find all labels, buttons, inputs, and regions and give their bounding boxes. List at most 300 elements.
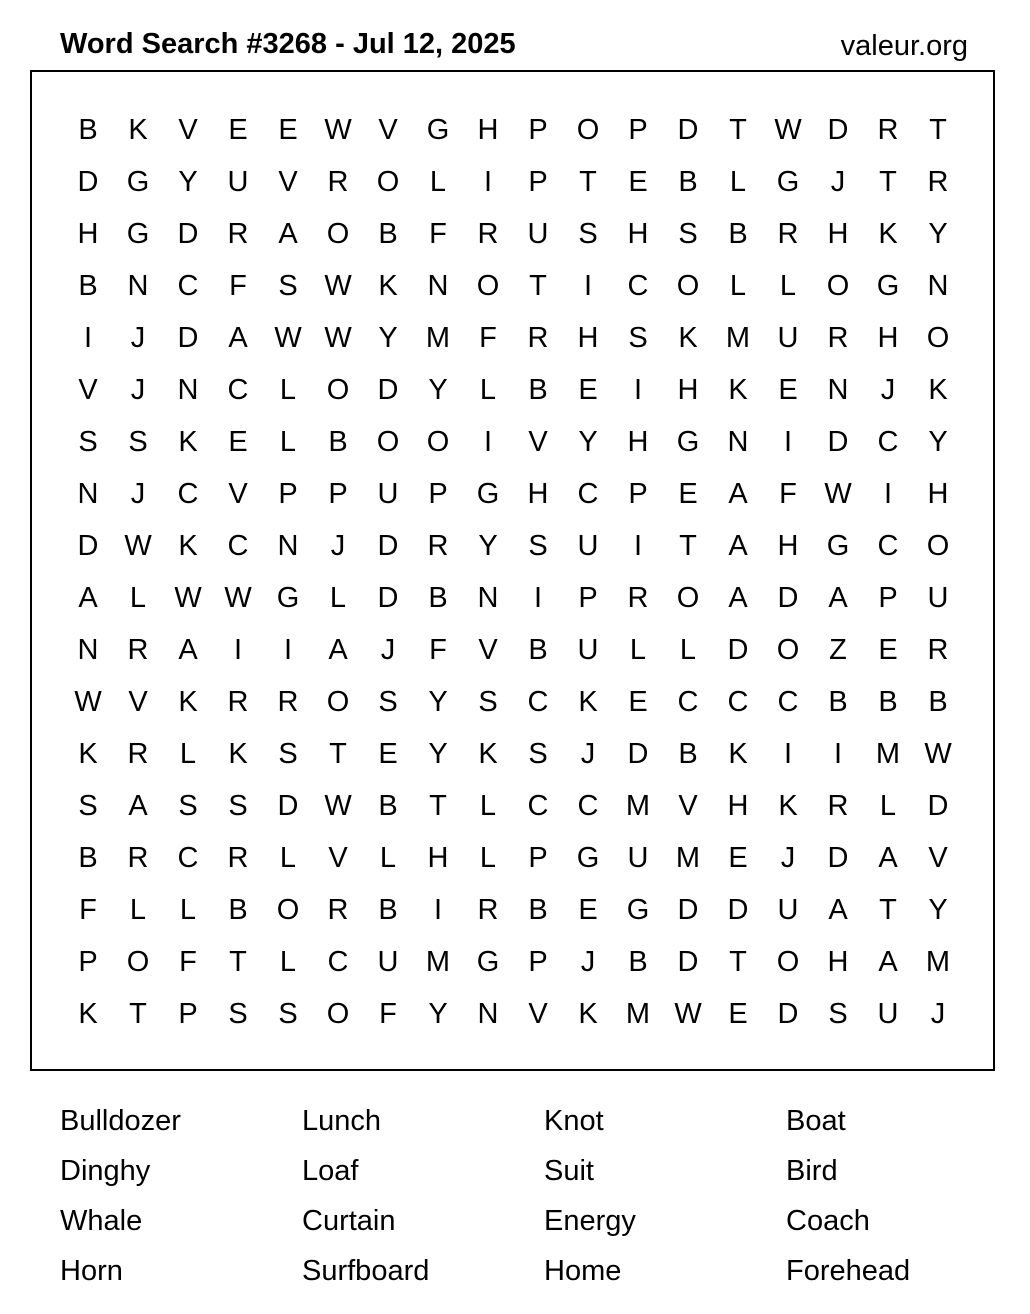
grid-cell[interactable]: Y bbox=[928, 425, 948, 458]
grid-cell[interactable]: V bbox=[378, 113, 398, 146]
grid-cell[interactable]: H bbox=[777, 529, 799, 562]
grid-cell[interactable]: D bbox=[727, 893, 749, 926]
grid-cell[interactable]: B bbox=[728, 217, 748, 250]
grid-cell[interactable]: S bbox=[678, 217, 698, 250]
grid-cell[interactable]: W bbox=[124, 529, 152, 562]
grid-cell[interactable]: C bbox=[577, 477, 599, 510]
grid-cell[interactable]: K bbox=[78, 737, 98, 770]
grid-cell[interactable]: S bbox=[78, 425, 98, 458]
grid-cell[interactable]: D bbox=[677, 945, 699, 978]
grid-cell[interactable]: I bbox=[283, 633, 293, 666]
grid-cell[interactable]: U bbox=[577, 633, 599, 666]
grid-cell[interactable]: Y bbox=[578, 425, 598, 458]
grid-cell[interactable]: P bbox=[528, 165, 548, 198]
grid-cell[interactable]: N bbox=[827, 373, 849, 406]
grid-cell[interactable]: L bbox=[679, 633, 697, 666]
grid-cell[interactable]: S bbox=[278, 997, 298, 1030]
grid-cell[interactable]: P bbox=[878, 581, 898, 614]
grid-cell[interactable]: N bbox=[727, 425, 749, 458]
grid-cell[interactable]: I bbox=[883, 477, 893, 510]
grid-cell[interactable]: K bbox=[478, 737, 498, 770]
grid-cell[interactable]: L bbox=[479, 789, 497, 822]
grid-cell[interactable]: F bbox=[479, 321, 497, 354]
grid-cell[interactable]: A bbox=[278, 217, 298, 250]
grid-cell[interactable]: W bbox=[924, 737, 952, 770]
grid-cell[interactable]: E bbox=[578, 373, 598, 406]
grid-cell[interactable]: G bbox=[276, 581, 300, 614]
grid-cell[interactable]: Z bbox=[829, 633, 847, 666]
grid-cell[interactable]: S bbox=[378, 685, 398, 718]
grid-cell[interactable]: I bbox=[633, 529, 643, 562]
grid-cell[interactable]: C bbox=[327, 945, 349, 978]
grid-cell[interactable]: Y bbox=[928, 217, 948, 250]
grid-cell[interactable]: C bbox=[627, 269, 649, 302]
grid-cell[interactable]: R bbox=[477, 217, 499, 250]
grid-cell[interactable]: C bbox=[777, 685, 799, 718]
grid-cell[interactable]: L bbox=[779, 269, 797, 302]
grid-cell[interactable]: R bbox=[277, 685, 299, 718]
grid-cell[interactable]: B bbox=[678, 165, 698, 198]
grid-cell[interactable]: Y bbox=[428, 373, 448, 406]
grid-cell[interactable]: H bbox=[727, 789, 749, 822]
grid-cell[interactable]: G bbox=[126, 217, 150, 250]
grid-cell[interactable]: E bbox=[778, 373, 798, 406]
grid-cell[interactable]: N bbox=[927, 269, 949, 302]
grid-cell[interactable]: L bbox=[279, 373, 297, 406]
grid-cell[interactable]: O bbox=[326, 997, 350, 1030]
grid-cell[interactable]: W bbox=[324, 321, 352, 354]
grid-cell[interactable]: H bbox=[577, 321, 599, 354]
grid-cell[interactable]: E bbox=[278, 113, 298, 146]
grid-cell[interactable]: E bbox=[878, 633, 898, 666]
grid-cell[interactable]: I bbox=[633, 373, 643, 406]
grid-cell[interactable]: R bbox=[927, 633, 949, 666]
grid-cell[interactable]: G bbox=[576, 841, 600, 874]
grid-cell[interactable]: R bbox=[777, 217, 799, 250]
grid-cell[interactable]: R bbox=[827, 321, 849, 354]
grid-cell[interactable]: A bbox=[878, 841, 898, 874]
grid-cell[interactable]: O bbox=[676, 581, 700, 614]
grid-cell[interactable]: I bbox=[233, 633, 243, 666]
grid-cell[interactable]: K bbox=[178, 529, 198, 562]
grid-cell[interactable]: U bbox=[777, 893, 799, 926]
grid-cell[interactable]: V bbox=[478, 633, 498, 666]
grid-cell[interactable]: K bbox=[878, 217, 898, 250]
grid-cell[interactable]: G bbox=[476, 477, 500, 510]
grid-cell[interactable]: D bbox=[777, 581, 799, 614]
grid-cell[interactable]: B bbox=[78, 269, 98, 302]
grid-cell[interactable]: N bbox=[77, 633, 99, 666]
grid-cell[interactable]: C bbox=[227, 373, 249, 406]
grid-cell[interactable]: P bbox=[178, 997, 198, 1030]
grid-cell[interactable]: I bbox=[433, 893, 443, 926]
grid-cell[interactable]: R bbox=[877, 113, 899, 146]
grid-cell[interactable]: I bbox=[583, 269, 593, 302]
grid-cell[interactable]: L bbox=[379, 841, 397, 874]
grid-cell[interactable]: L bbox=[279, 841, 297, 874]
grid-cell[interactable]: Y bbox=[428, 737, 448, 770]
grid-cell[interactable]: I bbox=[83, 321, 93, 354]
grid-cell[interactable]: W bbox=[174, 581, 202, 614]
grid-cell[interactable]: U bbox=[927, 581, 949, 614]
grid-cell[interactable]: O bbox=[326, 217, 350, 250]
grid-cell[interactable]: F bbox=[79, 893, 97, 926]
grid-cell[interactable]: K bbox=[78, 997, 98, 1030]
grid-cell[interactable]: S bbox=[578, 217, 598, 250]
grid-cell[interactable]: H bbox=[527, 477, 549, 510]
site-link[interactable]: valeur.org bbox=[840, 30, 968, 62]
grid-cell[interactable]: I bbox=[533, 581, 543, 614]
grid-cell[interactable]: D bbox=[377, 581, 399, 614]
grid-cell[interactable]: D bbox=[677, 113, 699, 146]
grid-cell[interactable]: T bbox=[879, 893, 897, 926]
grid-cell[interactable]: O bbox=[826, 269, 850, 302]
grid-cell[interactable]: R bbox=[827, 789, 849, 822]
grid-cell[interactable]: N bbox=[77, 477, 99, 510]
grid-cell[interactable]: B bbox=[378, 893, 398, 926]
grid-cell[interactable]: J bbox=[580, 945, 596, 978]
grid-cell[interactable]: K bbox=[928, 373, 948, 406]
grid-cell[interactable]: T bbox=[929, 113, 947, 146]
grid-cell[interactable]: V bbox=[178, 113, 198, 146]
grid-cell[interactable]: B bbox=[428, 581, 448, 614]
grid-cell[interactable]: B bbox=[678, 737, 698, 770]
grid-cell[interactable]: N bbox=[277, 529, 299, 562]
grid-cell[interactable]: S bbox=[278, 269, 298, 302]
grid-cell[interactable]: O bbox=[926, 321, 950, 354]
grid-cell[interactable]: E bbox=[578, 893, 598, 926]
grid-cell[interactable]: H bbox=[877, 321, 899, 354]
grid-cell[interactable]: G bbox=[826, 529, 850, 562]
grid-cell[interactable]: B bbox=[878, 685, 898, 718]
grid-cell[interactable]: T bbox=[579, 165, 597, 198]
grid-cell[interactable]: H bbox=[677, 373, 699, 406]
grid-cell[interactable]: O bbox=[576, 113, 600, 146]
grid-cell[interactable]: P bbox=[278, 477, 298, 510]
grid-cell[interactable]: J bbox=[130, 373, 146, 406]
grid-cell[interactable]: R bbox=[227, 685, 249, 718]
grid-cell[interactable]: O bbox=[426, 425, 450, 458]
grid-cell[interactable]: D bbox=[777, 997, 799, 1030]
grid-cell[interactable]: O bbox=[126, 945, 150, 978]
grid-cell[interactable]: K bbox=[728, 737, 748, 770]
grid-cell[interactable]: P bbox=[628, 113, 648, 146]
grid-cell[interactable]: A bbox=[78, 581, 98, 614]
grid-cell[interactable]: M bbox=[875, 737, 901, 770]
grid-cell[interactable]: C bbox=[177, 841, 199, 874]
grid-cell[interactable]: H bbox=[927, 477, 949, 510]
grid-cell[interactable]: I bbox=[783, 737, 793, 770]
grid-cell[interactable]: O bbox=[476, 269, 500, 302]
grid-cell[interactable]: V bbox=[528, 997, 548, 1030]
grid-cell[interactable]: L bbox=[129, 893, 147, 926]
grid-cell[interactable]: H bbox=[77, 217, 99, 250]
grid-cell[interactable]: D bbox=[377, 373, 399, 406]
grid-cell[interactable]: U bbox=[627, 841, 649, 874]
grid-cell[interactable]: T bbox=[229, 945, 247, 978]
grid-cell[interactable]: N bbox=[127, 269, 149, 302]
grid-cell[interactable]: W bbox=[324, 269, 352, 302]
grid-cell[interactable]: O bbox=[926, 529, 950, 562]
grid-cell[interactable]: P bbox=[628, 477, 648, 510]
grid-cell[interactable]: D bbox=[277, 789, 299, 822]
grid-cell[interactable]: C bbox=[527, 685, 549, 718]
grid-cell[interactable]: P bbox=[578, 581, 598, 614]
grid-cell[interactable]: J bbox=[830, 165, 846, 198]
grid-cell[interactable]: W bbox=[324, 113, 352, 146]
grid-cell[interactable]: T bbox=[729, 945, 747, 978]
grid-cell[interactable]: K bbox=[678, 321, 698, 354]
grid-cell[interactable]: S bbox=[278, 737, 298, 770]
grid-cell[interactable]: B bbox=[528, 633, 548, 666]
grid-cell[interactable]: S bbox=[528, 529, 548, 562]
grid-cell[interactable]: A bbox=[828, 893, 848, 926]
grid-cell[interactable]: G bbox=[676, 425, 700, 458]
grid-cell[interactable]: J bbox=[780, 841, 796, 874]
grid-cell[interactable]: W bbox=[324, 789, 352, 822]
grid-cell[interactable]: L bbox=[279, 425, 297, 458]
grid-cell[interactable]: J bbox=[580, 737, 596, 770]
grid-cell[interactable]: R bbox=[627, 581, 649, 614]
grid-cell[interactable]: M bbox=[725, 321, 751, 354]
grid-cell[interactable]: K bbox=[578, 997, 598, 1030]
grid-cell[interactable]: L bbox=[129, 581, 147, 614]
grid-cell[interactable]: E bbox=[228, 425, 248, 458]
grid-cell[interactable]: I bbox=[483, 165, 493, 198]
grid-cell[interactable]: L bbox=[729, 269, 747, 302]
grid-cell[interactable]: C bbox=[527, 789, 549, 822]
grid-cell[interactable]: M bbox=[425, 321, 451, 354]
grid-cell[interactable]: D bbox=[627, 737, 649, 770]
grid-cell[interactable]: M bbox=[625, 997, 651, 1030]
grid-cell[interactable]: K bbox=[778, 789, 798, 822]
grid-cell[interactable]: J bbox=[930, 997, 946, 1030]
grid-cell[interactable]: H bbox=[427, 841, 449, 874]
grid-cell[interactable]: B bbox=[378, 217, 398, 250]
grid-cell[interactable]: D bbox=[827, 425, 849, 458]
grid-cell[interactable]: T bbox=[529, 269, 547, 302]
grid-cell[interactable]: S bbox=[478, 685, 498, 718]
grid-cell[interactable]: M bbox=[625, 789, 651, 822]
grid-cell[interactable]: A bbox=[878, 945, 898, 978]
grid-cell[interactable]: B bbox=[78, 841, 98, 874]
grid-cell[interactable]: W bbox=[74, 685, 102, 718]
grid-cell[interactable]: V bbox=[278, 165, 298, 198]
grid-cell[interactable]: K bbox=[378, 269, 398, 302]
grid-cell[interactable]: S bbox=[178, 789, 198, 822]
grid-cell[interactable]: O bbox=[326, 685, 350, 718]
grid-cell[interactable]: A bbox=[128, 789, 148, 822]
grid-cell[interactable]: O bbox=[676, 269, 700, 302]
grid-cell[interactable]: R bbox=[327, 893, 349, 926]
grid-cell[interactable]: U bbox=[877, 997, 899, 1030]
grid-cell[interactable]: O bbox=[376, 425, 400, 458]
grid-cell[interactable]: U bbox=[777, 321, 799, 354]
grid-cell[interactable]: H bbox=[827, 217, 849, 250]
grid-cell[interactable]: B bbox=[78, 113, 98, 146]
grid-cell[interactable]: U bbox=[577, 529, 599, 562]
grid-cell[interactable]: J bbox=[380, 633, 396, 666]
grid-cell[interactable]: K bbox=[728, 373, 748, 406]
grid-cell[interactable]: E bbox=[628, 685, 648, 718]
grid-cell[interactable]: E bbox=[728, 997, 748, 1030]
grid-cell[interactable]: J bbox=[880, 373, 896, 406]
grid-cell[interactable]: Y bbox=[478, 529, 498, 562]
grid-cell[interactable]: A bbox=[728, 529, 748, 562]
grid-cell[interactable]: T bbox=[729, 113, 747, 146]
grid-cell[interactable]: K bbox=[578, 685, 598, 718]
grid-cell[interactable]: C bbox=[577, 789, 599, 822]
grid-cell[interactable]: R bbox=[927, 165, 949, 198]
grid-cell[interactable]: C bbox=[677, 685, 699, 718]
grid-cell[interactable]: I bbox=[783, 425, 793, 458]
grid-cell[interactable]: V bbox=[78, 373, 98, 406]
grid-cell[interactable]: E bbox=[228, 113, 248, 146]
grid-cell[interactable]: A bbox=[828, 581, 848, 614]
grid-cell[interactable]: E bbox=[378, 737, 398, 770]
grid-cell[interactable]: S bbox=[628, 321, 648, 354]
grid-cell[interactable]: S bbox=[528, 737, 548, 770]
grid-cell[interactable]: Y bbox=[378, 321, 398, 354]
grid-cell[interactable]: R bbox=[327, 165, 349, 198]
grid-cell[interactable]: R bbox=[227, 217, 249, 250]
grid-cell[interactable]: B bbox=[228, 893, 248, 926]
grid-cell[interactable]: U bbox=[377, 945, 399, 978]
grid-cell[interactable]: B bbox=[628, 945, 648, 978]
grid-cell[interactable]: P bbox=[78, 945, 98, 978]
grid-cell[interactable]: R bbox=[127, 633, 149, 666]
grid-cell[interactable]: P bbox=[528, 945, 548, 978]
grid-cell[interactable]: T bbox=[879, 165, 897, 198]
grid-cell[interactable]: N bbox=[477, 581, 499, 614]
grid-cell[interactable]: W bbox=[824, 477, 852, 510]
grid-cell[interactable]: N bbox=[477, 997, 499, 1030]
grid-cell[interactable]: B bbox=[828, 685, 848, 718]
grid-cell[interactable]: G bbox=[426, 113, 450, 146]
grid-cell[interactable]: F bbox=[429, 633, 447, 666]
grid-cell[interactable]: H bbox=[827, 945, 849, 978]
grid-cell[interactable]: E bbox=[728, 841, 748, 874]
grid-cell[interactable]: W bbox=[774, 113, 802, 146]
grid-cell[interactable]: S bbox=[128, 425, 148, 458]
grid-cell[interactable]: D bbox=[377, 529, 399, 562]
grid-cell[interactable]: K bbox=[128, 113, 148, 146]
grid-cell[interactable]: H bbox=[477, 113, 499, 146]
grid-cell[interactable]: F bbox=[779, 477, 797, 510]
grid-cell[interactable]: M bbox=[425, 945, 451, 978]
grid-cell[interactable]: R bbox=[127, 841, 149, 874]
grid-cell[interactable]: J bbox=[130, 477, 146, 510]
grid-cell[interactable]: F bbox=[379, 997, 397, 1030]
grid-cell[interactable]: B bbox=[928, 685, 948, 718]
grid-cell[interactable]: U bbox=[227, 165, 249, 198]
grid-cell[interactable]: O bbox=[376, 165, 400, 198]
grid-cell[interactable]: A bbox=[328, 633, 348, 666]
grid-cell[interactable]: V bbox=[128, 685, 148, 718]
grid-cell[interactable]: D bbox=[827, 113, 849, 146]
grid-cell[interactable]: P bbox=[328, 477, 348, 510]
grid-cell[interactable]: J bbox=[330, 529, 346, 562]
grid-cell[interactable]: D bbox=[677, 893, 699, 926]
grid-cell[interactable]: J bbox=[130, 321, 146, 354]
grid-cell[interactable]: T bbox=[429, 789, 447, 822]
grid-cell[interactable]: G bbox=[626, 893, 650, 926]
grid-cell[interactable]: O bbox=[776, 945, 800, 978]
grid-cell[interactable]: W bbox=[274, 321, 302, 354]
grid-cell[interactable]: L bbox=[329, 581, 347, 614]
grid-cell[interactable]: G bbox=[476, 945, 500, 978]
grid-cell[interactable]: L bbox=[279, 945, 297, 978]
grid-cell[interactable]: M bbox=[925, 945, 951, 978]
grid-cell[interactable]: D bbox=[77, 529, 99, 562]
grid-cell[interactable]: N bbox=[177, 373, 199, 406]
grid-cell[interactable]: E bbox=[678, 477, 698, 510]
grid-cell[interactable]: C bbox=[177, 269, 199, 302]
grid-cell[interactable]: U bbox=[527, 217, 549, 250]
grid-cell[interactable]: C bbox=[727, 685, 749, 718]
grid-cell[interactable]: G bbox=[126, 165, 150, 198]
grid-cell[interactable]: B bbox=[528, 893, 548, 926]
grid-cell[interactable]: N bbox=[427, 269, 449, 302]
grid-cell[interactable]: U bbox=[377, 477, 399, 510]
grid-cell[interactable]: H bbox=[627, 217, 649, 250]
grid-cell[interactable]: W bbox=[224, 581, 252, 614]
grid-cell[interactable]: R bbox=[427, 529, 449, 562]
grid-cell[interactable]: E bbox=[628, 165, 648, 198]
grid-cell[interactable]: D bbox=[827, 841, 849, 874]
grid-cell[interactable]: Y bbox=[428, 685, 448, 718]
grid-cell[interactable]: F bbox=[229, 269, 247, 302]
grid-cell[interactable]: V bbox=[228, 477, 248, 510]
grid-cell[interactable]: L bbox=[179, 893, 197, 926]
grid-cell[interactable]: P bbox=[528, 841, 548, 874]
grid-cell[interactable]: V bbox=[328, 841, 348, 874]
grid-cell[interactable]: S bbox=[828, 997, 848, 1030]
grid-cell[interactable]: A bbox=[728, 581, 748, 614]
grid-cell[interactable]: D bbox=[177, 321, 199, 354]
grid-cell[interactable]: I bbox=[833, 737, 843, 770]
grid-cell[interactable]: H bbox=[627, 425, 649, 458]
grid-cell[interactable]: R bbox=[227, 841, 249, 874]
grid-cell[interactable]: O bbox=[326, 373, 350, 406]
grid-cell[interactable]: S bbox=[228, 789, 248, 822]
grid-cell[interactable]: G bbox=[776, 165, 800, 198]
grid-cell[interactable]: V bbox=[678, 789, 698, 822]
grid-cell[interactable]: L bbox=[479, 373, 497, 406]
grid-cell[interactable]: Y bbox=[428, 997, 448, 1030]
grid-cell[interactable]: R bbox=[527, 321, 549, 354]
grid-cell[interactable]: K bbox=[178, 425, 198, 458]
grid-cell[interactable]: K bbox=[228, 737, 248, 770]
grid-cell[interactable]: D bbox=[927, 789, 949, 822]
grid-cell[interactable]: S bbox=[228, 997, 248, 1030]
grid-cell[interactable]: C bbox=[877, 529, 899, 562]
grid-cell[interactable]: P bbox=[528, 113, 548, 146]
grid-cell[interactable]: Y bbox=[178, 165, 198, 198]
grid-cell[interactable]: B bbox=[328, 425, 348, 458]
grid-cell[interactable]: C bbox=[227, 529, 249, 562]
grid-cell[interactable]: W bbox=[674, 997, 702, 1030]
grid-cell[interactable]: D bbox=[727, 633, 749, 666]
grid-cell[interactable]: R bbox=[477, 893, 499, 926]
grid-cell[interactable]: L bbox=[429, 165, 447, 198]
grid-cell[interactable]: G bbox=[876, 269, 900, 302]
grid-cell[interactable]: F bbox=[179, 945, 197, 978]
grid-cell[interactable]: A bbox=[728, 477, 748, 510]
grid-cell[interactable]: C bbox=[877, 425, 899, 458]
grid-cell[interactable]: T bbox=[129, 997, 147, 1030]
grid-cell[interactable]: A bbox=[178, 633, 198, 666]
